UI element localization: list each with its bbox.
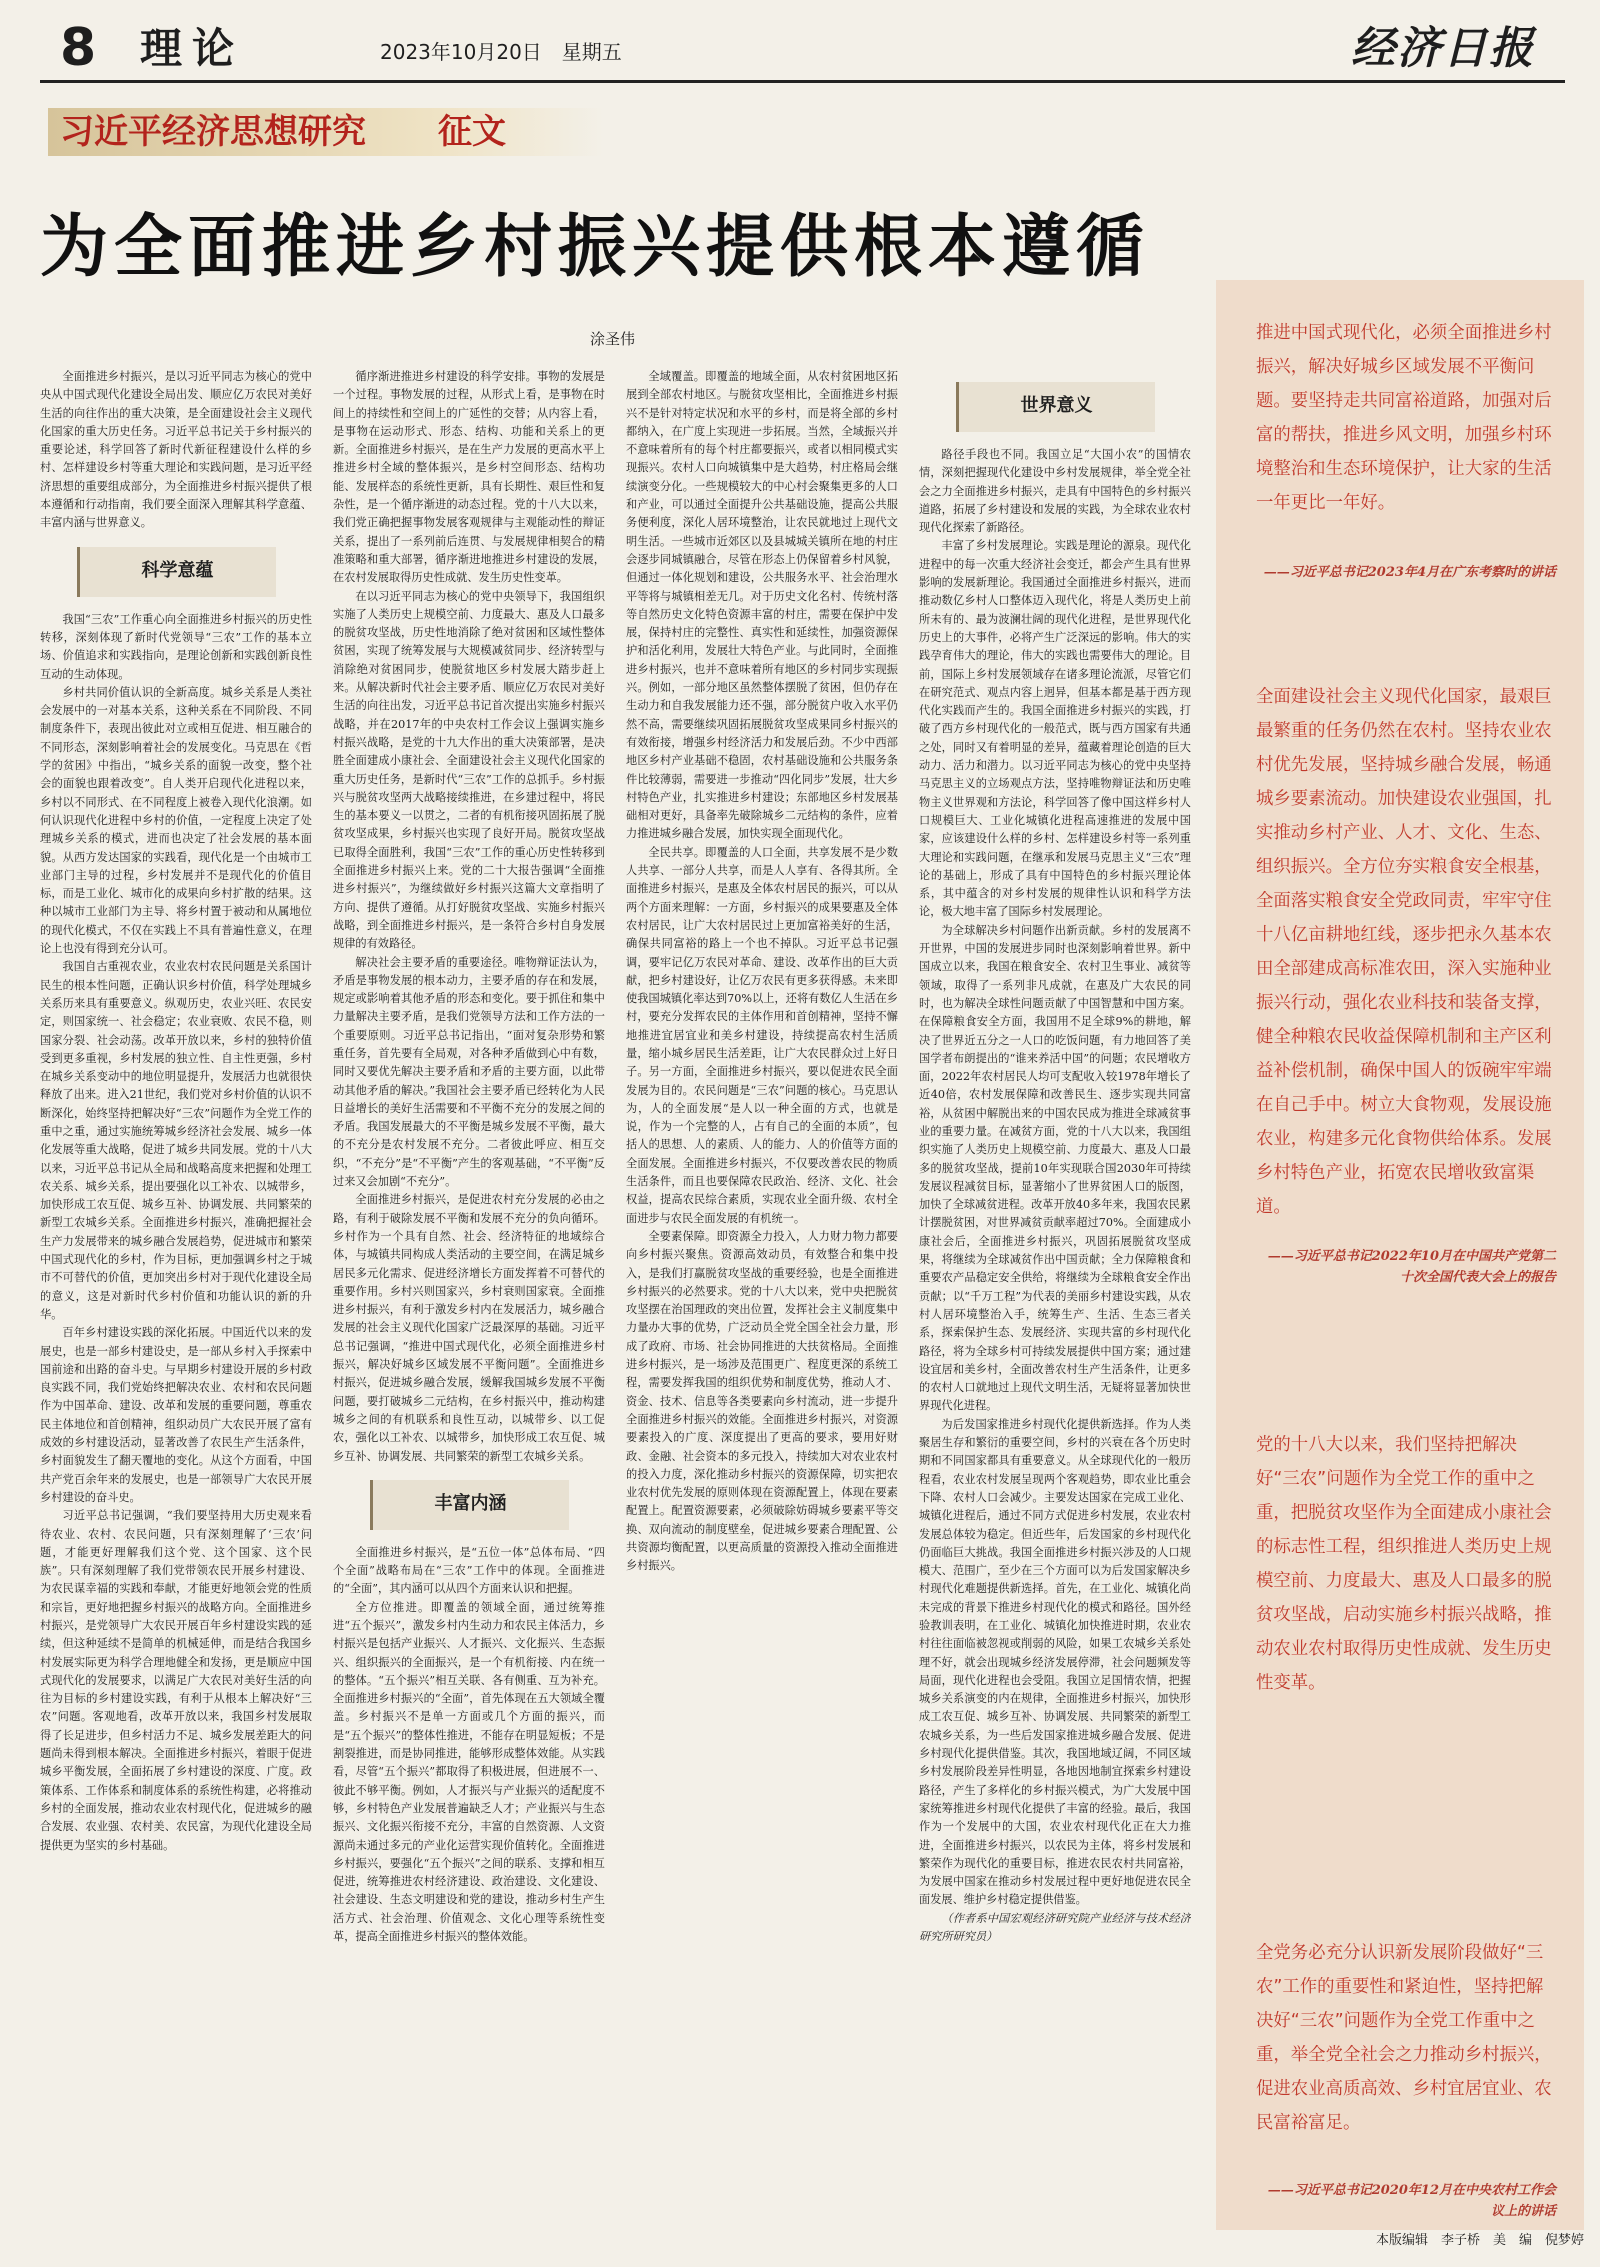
sidebar-quote-2: 全面建设社会主义现代化国家，最艰巨最繁重的任务仍然在农村。坚持农业农村优先发展，坚持城乡融合发展，畅通城乡要素流动。加快建设农业强国，扎实推动乡村产业、人才、文化、生态、组织振兴。全方位夯实粮食安全根基，全面落实粮食安全党政同责，牢牢守住十八亿亩耕地红线，逐步把永久基本农田全部建成高标准农田，深入实施种业振兴行动，强化农业科技和装备支撑，健全种粮农民收益保障机制和主产区利益补偿机制，确保中国人的饭碗牢牢端在自己手中。树立大食物观，发展设施农业，构建多元化食物供给体系。发展乡村特色产业，拓宽农民增收致富渠道。	[1256, 687, 1552, 1217]
sidebar-quote-1: 推进中国式现代化，必须全面推进乡村振兴，解决好城乡区域发展不平衡问题。要坚持走共同富裕道路，加强对后富的帮扶，推进乡风文明，加强乡村环境整治和生态环境保护，让大家的生活一年更比一年好。	[1256, 323, 1552, 513]
article-paragraph: 解决社会主要矛盾的重要途径。唯物辩证法认为，矛盾是事物发展的根本动力，主要矛盾的存在和发展，规定或影响着其他矛盾的形态和变化。要于抓住和集中力量解决主要矛盾，是我们党领导方法和工作方法的一个重要原则。习近平总书记指出，“面对复杂形势和繁重任务，首先要有全局观，对各种矛盾做到心中有数，同时又要优先解决主要矛盾和矛盾的主要方面，以此带动其他矛盾的解决。”我国社会主要矛盾已经转化为人民日益增长的美好生活需要和不平衡不充分的发展之间的矛盾。我国发展最大的不平衡是城乡发展不平衡，最大的不充分是农村发展不充分。二者彼此呼应、相互交织，“不充分”是“不平衡”产生的客观基础，“不平衡”反过来又会加剧“不充分”。	[333, 955, 605, 1189]
sidebar-quote-4-source: ——习近平总书记2020年12月在中央农村工作会议上的讲话	[1267, 2183, 1556, 2219]
article-paragraph: 全面推进乡村振兴，是以习近平同志为核心的党中央从中国式现代化建设全局出发、顺应亿万农民对美好生活的向往作出的重大决策，是全面建设社会主义现代化国家的重大历史任务。习近平总书记关于乡村振兴的重要论述，科学回答了新时代新征程建设什么样的乡村、怎样建设乡村等重大理论和实践问题，是习近平经济思想的重要组成部分，为全面推进乡村振兴提供了根本遵循和行动指南，我们要全面深入理解其科学意蕴、丰富内涵与世界意义。	[40, 370, 312, 530]
article-paragraph: 我国“三农”工作重心向全面推进乡村振兴的历史性转移，深刻体现了新时代党领导“三农”工作的基本立场、价值追求和实践指向，是理论创新和实践创新良性互动的生动体现。	[40, 612, 312, 681]
article-paragraph: 为全球解决乡村问题作出新贡献。乡村的发展离不开世界，中国的发展进步同时也深刻影响着世界。新中国成立以来，我国在粮食安全、农村卫生事业、减贫等领域，取得了一系列非凡成就，在惠及广大农民的同时，也为解决全球性问题贡献了中国智慧和中国方案。在保障粮食安全方面，我国用不足全球9%的耕地，解决了世界近五分之一人口的吃饭问题，有力地回答了美国学者布朗提出的“谁来养活中国”的问题；农民增收方面，2022年农村居民人均可支配收入较1978年增长了近40倍，农村发展保障和改善民生、逐步实现共同富裕，从贫困中解脱出来的中国农民成为推进全球减贫事业的重要力量。在减贫方面，党的十八大以来，我国组织实施了人类历史上规模空前、力度最大、惠及人口最多的脱贫攻坚战，提前10年实现联合国2030年可持续发展议程减贫目标，显著缩小了世界贫困人口的版图，加快了全球减贫进程。改革开放40多年来，我国农民累计摆脱贫困，对世界减贫贡献率超过70%。全面建成小康社会后，全面推进乡村振兴，巩固拓展脱贫攻坚成果，将继续为全球减贫作出中国贡献；全力保障粮食和重要农产品稳定安全供给，将继续为全球粮食安全作出贡献；以“千万工程”为代表的美丽乡村建设实践，从农村人居环境整治入手，统筹生产、生活、生态三者关系，探索保护生态、发展经济、实现共富的乡村现代化路径，将为全球乡村可持续发展提供中国方案；通过建设宜居和美乡村，全面改善农村生产生活条件，让更多的农村人口就地过上现代文明生活，无疑将显著加快世界现代化进程。	[919, 923, 1191, 1413]
sidebar-quote-1-source: ——习近平总书记2023年4月在广东考察时的讲话	[1263, 565, 1556, 580]
article-paragraph: 路径手段也不同。我国立足“大国小农”的国情农情，深刻把握现代化建设中乡村发展规律，举全党全社会之力全面推进乡村振兴，走具有中国特色的乡村振兴道路，拓展了乡村建设和发展的实践，为全球农业农村现代化探索了新路径。	[919, 448, 1191, 535]
author-note: （作者系中国宏观经济研究院产业经济与技术经济研究所研究员）	[919, 1911, 1191, 1944]
quote-sidebar	[1216, 280, 1584, 2230]
article-paragraph: 百年乡村建设实践的深化拓展。中国近代以来的发展史，也是一部乡村建设史，是一部从乡村入手探索中国前途和出路的奋斗史。与早期乡村建设开展的乡村政良实践不同，我们党始终把解决农业、农村和农民问题作为中国革命、建设、改革和发展的重要问题，尊重农民主体地位和首创精神，组织动员广大农民开展了富有成效的乡村建设活动，显著改善了农民生产生活条件，乡村面貌发生了翻天覆地的变化。从这个方面看，中国共产党百余年来的发展史，也是一部领导广大农民开展乡村建设的奋斗史。	[40, 1326, 312, 1504]
editors-credit: 本版编辑 李子桥 美 编 倪梦婷	[1375, 2233, 1584, 2248]
article-paragraph: 全面推进乡村振兴，是“五位一体”总体布局、“四个全面”战略布局在“三农”工作中的体现。全面推进的“全面”，其内涵可以从四个方面来认识和把握。	[333, 1545, 605, 1596]
headline: 为全面推进乡村振兴提供根本遵循	[40, 208, 1151, 287]
article-paragraph: 全域覆盖。即覆盖的地域全面，从农村贫困地区拓展到全部农村地区。与脱贫攻坚相比，全面推进乡村振兴不是针对特定状况和水平的乡村，而是将全部的乡村都纳入，在广度上实现进一步拓展。当然，全域振兴并不意味着所有的每个村庄都要振兴，或者以相同模式实现振兴。农村人口向城镇集中是大趋势，村庄格局会继续演变分化。一些规模较大的中心村会聚集更多的人口和产业，可以通过全面提升公共基础设施，提高公共服务便利度，深化人居环境整治，让农民就地过上现代文明生活。一些城市近郊区以及县城城关镇所在地的村庄会逐步同城镇融合，尽管在形态上仍保留着乡村风貌，但通过一体化规划和建设，公共服务水平、社会治理水平等将与城镇相差无几。对于历史文化名村、传统村落等自然历史文化特色资源丰富的村庄，需要在保护中发展，保持村庄的完整性、真实性和延续性，加强资源保护和活化利用，发展壮大特色产业。与此同时，全面推进乡村振兴，也并不意味着所有地区的乡村同步实现振兴。例如，一部分地区虽然整体摆脱了贫困，但仍存在生动力和自我发展能力还不强，部分脱贫户收入水平仍然不高，需要继续巩固拓展脱贫攻坚成果同乡村振兴的有效衔接，增强乡村经济活力和发展后劲。不少中西部地区乡村产业基础不稳固，农村基础设施和公共服务条件比较薄弱，需要进一步推动“四化同步”发展，壮大乡村特色产业，扎实推进乡村建设；东部地区乡村发展基础相对更好，具备率先破除城乡二元结构的条件，应着力推进城乡融合发展，加快实现全面现代化。	[626, 370, 898, 841]
section-name: 理论	[140, 24, 245, 73]
article-paragraph: 丰富了乡村发展理论。实践是理论的源泉。现代化进程中的每一次重大经济社会变迁，都会产生具有世界影响的发展新理论。我国通过全面推进乡村振兴，进而推动数亿乡村人口整体迈入现代化，将是人类历史上前所未有的、最为波澜壮阔的现代化进程，是世界现代化历史上的大事件，必将产生广泛深远的影响。伟大的实践孕育伟大的理论，伟大的实践也需要伟大的理论。目前，国际上乡村发展领域存在诸多理论流派，尽管它们在研究范式、观点内容上迥异，但基本都是基于西方现代化实践而产生的。我国全面推进乡村振兴的实践，打破了西方乡村现代化的一般范式，既与西方国家有共通之处，同时又有着明显的差异，蕴藏着理论创造的巨大动力、活力和潜力。以习近平同志为核心的党中央坚持马克思主义的立场观点方法，坚持唯物辩证法和历史唯物主义世界观和方法论，科学回答了像中国这样乡村人口规模巨大、工业化城镇化进程高速推进的发展中国家，应该建设什么样的乡村、怎样建设乡村等一系列重大理论和实践问题，在继承和发展马克思主义“三农”理论的基础上，形成了具有中国特色的乡村振兴理论体系，其中蕴含的对乡村发展的规律性认识和科学方法论，极大地丰富了国际乡村发展理论。	[919, 539, 1191, 919]
page-number: 8	[60, 18, 97, 78]
body-column-3	[626, 368, 898, 2244]
column-tag-prefix: 习近平经济思想研究	[60, 112, 366, 152]
section-heading-science	[77, 547, 276, 597]
section-heading-label: 世界意义	[1020, 395, 1093, 416]
article-paragraph: 为后发国家推进乡村现代化提供新选择。作为人类聚居生存和繁衍的重要空间，乡村的兴衰在各个历史时期和不同国家都具有重要意义。从全球现代化的一般历程看，农业农村发展呈现两个客观趋势，即农业比重会下降、农村人口会减少。主要发达国家在完成工业化、城镇化进程后，通过不同方式促进乡村发展，农业农村发展总体较为稳定。但近些年，后发国家的乡村现代化仍面临巨大挑战。我国全面推进乡村振兴涉及的人口规模大、范围广，至少在三个方面可以为后发国家解决乡村现代化难题提供新选择。首先，在工业化、城镇化尚未完成的背景下推进乡村现代化的模式和路径。国外经验教训表明，在工业化、城镇化加快推进时期，农业农村往往面临被忽视或削弱的风险，如果工农城乡关系处理不好，就会出现城乡经济发展停滞，社会问题频发等局面，现代化进程也会受阻。我国立足国情农情，把握城乡关系演变的内在规律，全面推进乡村振兴，加快形成工农互促、城乡互补、协调发展、共同繁荣的新型工农城乡关系，为一些后发国家推进城乡融合发展、促进乡村现代化提供借鉴。其次，我国地域辽阔，不同区域乡村发展阶段差异性明显，各地因地制宜探索乡村建设路径，产生了多样化的乡村振兴模式，为广大发展中国家统筹推进乡村现代化提供了丰富的经验。最后，我国作为一个发展中的大国，农业农村现代化正在大力推进，全面推进乡村振兴，以农民为主体，将乡村发展和繁荣作为现代化的重要目标，推进农民农村共同富裕，为发展中国家在推动乡村发展过程中更好地促进农民全面发展、维护乡村稳定提供借鉴。	[919, 1417, 1191, 1907]
article-paragraph: 在以习近平同志为核心的党中央领导下，我国组织实施了人类历史上规模空前、力度最大、惠及人口最多的脱贫攻坚战，历史性地消除了绝对贫困和区域性整体贫困，实现了统筹发展与大规模减贫同步、经济转型与消除绝对贫困同步，使脱贫地区乡村发展大踏步赶上来。从解决新时代社会主要矛盾、顺应亿万农民对美好生活的向往出发，习近平总书记首次提出实施乡村振兴战略，并在2017年的中央农村工作会议上强调实施乡村振兴战略，是党的十九大作出的重大决策部署，是决胜全面建成小康社会、全面建设社会主义现代化国家的重大历史任务，是新时代“三农”工作的总抓手。乡村振兴与脱贫攻坚两大战略接续推进，在乡建过程中，将民生的基本要义一以贯之，二者的有机衔接巩固拓展了脱贫攻坚成果，乡村振兴也实现了良好开局。脱贫攻坚战已取得全面胜利，我国“三农”工作的重心历史性转移到全面推进乡村振兴上来。党的二十大报告强调“全面推进乡村振兴”，为继续做好乡村振兴这篇大文章指明了方向、提供了遵循。从打好脱贫攻坚战、实施乡村振兴战略，到全面推进乡村振兴，是一条符合乡村自身发展规律的有效路径。	[333, 589, 605, 951]
section-heading-label: 科学意蕴	[141, 559, 214, 581]
body-column-1	[40, 368, 312, 2244]
article-paragraph: 乡村共同价值认识的全新高度。城乡关系是人类社会发展中的一对基本关系，这种关系在不同阶段、不同制度条件下，表现出彼此对立或相互促进、相互融合的不同形态，深刻影响着社会的发展变化。马克思在《哲学的贫困》中指出，“城乡关系的面貌一改变，整个社会的面貌也跟着改变”。自人类开启现代化进程以来，乡村以不同形式、在不同程度上被卷入现代化浪潮。如何认识现代化进程中乡村的价值，一定程度上决定了处理城乡关系的模式，进而也决定了社会发展的基本面貌。从西方发达国家的实践看，现代化是一个由城市工业部门主导的过程，乡村发展并不是现代化的价值目标，而是工业化、城市化的成果向乡村扩散的结果。这种以城市工业部门为主导、将乡村置于被动和从属地位的现代化模式，不仅在实践上不具有普遍性意义，在理论上也没有得到充分认可。	[40, 685, 312, 956]
body-column-4	[919, 368, 1191, 2244]
sidebar-quote-3: 党的十八大以来，我们坚持把解决好“三农”问题作为全党工作的重中之重，把脱贫攻坚作为全面建成小康社会的标志性工程，组织推进人类历史上规模空前、力度最大、惠及人口最多的脱贫攻坚战，启动实施乡村振兴战略，推动农业农村取得历史性成就、发生历史性变革。	[1256, 1435, 1552, 1693]
column-tag-suffix: 征文	[438, 112, 506, 152]
article-paragraph: 我国自古重视农业，农业农村农民问题是关系国计民生的根本性问题，正确认识乡村价值，科学处理城乡关系历来具有重要意义。纵观历史，农业兴旺、农民安定，则国家统一、社会稳定；农业衰败、农民不稳，则国家分裂、社会动荡。改革开放以来，乡村的独特价值受到更多重视，乡村发展的独立性、自主性更强，乡村在城乡关系变动中的地位明显提升，发展活力也就很快释放了出来。进入21世纪，我们党对乡村价值的认识不断深化，始终坚持把解决好“三农”问题作为全党工作的重中之重，通过实施统筹城乡经济社会发展、城乡一体化发展等重大战略，促进了城乡共同发展。党的十八大以来，习近平总书记从全局和战略高度来把握和处理工农关系、城乡关系，提出要强化以工补农、以城带乡，加快形成工农互促、城乡互补、协调发展、共同繁荣的新型工农城乡关系。全面推进乡村振兴，准确把握社会生产力发展带来的城乡融合发展趋势，促进城市和繁荣中国式现代化的乡村，作为目标，更加强调乡村之于城市不可替代的价值，更加突出乡村对于现代化建设全局的意义，这是对新时代乡村价值和功能认识的新的升华。	[40, 960, 312, 1321]
sidebar-quote-2-source: ——习近平总书记2022年10月在中国共产党第二十次全国代表大会上的报告	[1267, 1249, 1556, 1285]
section-heading-rich	[370, 1480, 569, 1530]
article-paragraph: 全面推进乡村振兴，是促进农村充分发展的必由之路，有利于破除发展不平衡和发展不充分的负向循环。乡村作为一个具有自然、社会、经济特征的地域综合体，与城镇共同构成人类活动的主要空间，在满足城乡居民多元化需求、促进经济增长方面发挥着不可替代的重要作用。乡村兴则国家兴，乡村衰则国家衰。全面推进乡村振兴，有利于激发乡村内在发展活力，城乡融合发展的社会主义现代化国家广泛最深厚的基础。习近平总书记强调，“推进中国式现代化，必须全面推进乡村振兴，解决好城乡区域发展不平衡问题”。全面推进乡村振兴，促进城乡融合发展，缓解我国城乡发展不平衡问题，要打破城乡二元结构，在乡村振兴中，推动构建城乡之间的有机联系和良性互动，以城带乡、以工促农，强化以工补农、以城带乡，加快形成工农互促、城乡互补、协调发展、共同繁荣的新型工农城乡关系。	[333, 1193, 605, 1463]
article-paragraph: 习近平总书记强调，“我们要坚持用大历史观来看待农业、农村、农民问题，只有深刻理解了‘三农’问题，才能更好理解我们这个党、这个国家、这个民族”。只有深刻理解了我们党带领农民开展乡村建设、为农民谋幸福的实践和奉献，才能更好地领会党的性质和宗旨，更好地把握乡村振兴的战略方向。全面推进乡村振兴，是党领导广大农民开展百年乡村建设实践的延续，但这种延续不是简单的机械延伸，而是结合我国乡村发展实际更为科学合理地健全和发扬，更是顺应中国式现代化的发展要求，以满足广大农民对美好生活的向往为目标的乡村建设实践，有利于从根本上解决好“三农”问题。客观地看，改革开放以来，我国乡村发展取得了长足进步，但乡村活力不足、城乡发展差距大的问题尚未得到根本解决。全面推进乡村振兴，着眼于促进城乡平衡发展，全面拓展了乡村建设的深度、广度。政策体系、工作体系和制度体系的系统性构建，必将推动乡村的全面发展，推动农业农村现代化，促进城乡的融合发展、农业强、农村美、农民富，为现代化建设全局提供更为坚实的乡村基础。	[40, 1509, 312, 1852]
article-paragraph: 循序渐进推进乡村建设的科学安排。事物的发展是一个过程。事物发展的过程，从形式上看，是事物在时间上的持续性和空间上的广延性的交替；从内容上看，是事物在运动形式、形态、结构、功能和关系上的更新。全面推进乡村振兴，是在生产力发展的更高水平上推进乡村全域的整体振兴，是乡村空间形态、结构功能、发展样态的系统性更新，具有长期性、艰巨性和复杂性，是一个循序渐进的动态过程。党的十八大以来，我们党正确把握事物发展客观规律与主观能动性的辩证关系，提出了一系列前后连贯、与发展规律相契合的精准策略和重大部署，循序渐进地推进乡村建设的发展，在农村发展取得历史性成就、发生历史性变革。	[333, 370, 605, 585]
sidebar-quote-4: 全党务必充分认识新发展阶段做好“三农”工作的重要性和紧迫性，坚持把解决好“三农”问题作为全党工作重中之重，举全党全社会之力推动乡村振兴，促进农业高质高效、乡村宜居宜业、农民富裕富足。	[1256, 1943, 1552, 2133]
body-column-2	[333, 368, 605, 2244]
masthead	[40, 18, 1565, 83]
issue-date: 2023年10月20日 星期五	[380, 40, 622, 64]
newspaper-logo: 经济日报	[1351, 23, 1535, 74]
article-paragraph: 全民共享。即覆盖的人口全面，共享发展不是少数人共享、一部分人共享，而是人人享有、各得其所。全面推进乡村振兴，是惠及全体农村居民的振兴，可以从两个方面来理解：一方面，乡村振兴的成果要惠及全体农村居民，让广大农村居民过上更加富裕美好的生活，确保共同富裕的路上一个也不掉队。习近平总书记强调，要牢记亿万农民对革命、建设、改革作出的巨大贡献，把乡村建设好，让亿万农民有更多获得感。未来即使我国城镇化率达到70%以上，还将有数亿人生活在乡村，要充分发挥农民的主体作用和首创精神，坚持不懈地推进宜居宜业和美乡村建设，持续提高农村生活质量，缩小城乡居民生活差距，让广大农民群众过上好日子。另一方面，全面推进乡村振兴，要以促进农民全面发展为目的。农民问题是“三农”问题的核心。马克思认为，人的全面发展“是人以一种全面的方式，也就是说，作为一个完整的人，占有自己的全面的本质”，包括人的思想、人的素质、人的能力、人的价值等方面的全面发展。全面推进乡村振兴，不仅要改善农民的物质生活条件，而且也要保障农民政治、经济、文化、社会权益，提高农民综合素质，实现农业全面升级、农村全面进步与农民全面发展的有机统一。	[626, 845, 898, 1225]
column-tag	[48, 108, 604, 156]
section-heading-label: 丰富内涵	[434, 1492, 507, 1514]
byline: 涂圣伟	[590, 330, 636, 348]
section-heading-world	[956, 382, 1155, 432]
article-paragraph: 全要素保障。即资源全力投入，人力财力物力都要向乡村振兴聚焦。资源高效动员，有效整合和集中投入，是我们打赢脱贫攻坚战的重要经验，也是全面推进乡村振兴的必然要求。党的十八大以来，党中央把脱贫攻坚摆在治国理政的突出位置，发挥社会主义制度集中力量办大事的优势，广泛动员全党全国全社会力量，形成了政府、市场、社会协同推进的大扶贫格局。全面推进乡村振兴，是一场涉及范围更广、程度更深的系统工程，需要发挥我国的组织优势和制度优势，推动人才、资金、技术、信息等各类要素向乡村流动，进一步提升全面推进乡村振兴的效能。全面推进乡村振兴，对资源要素投入的广度、深度提出了更高的要求，要用好财政、金融、社会资本的多元投入，持续加大对农业农村的投入力度，深化推动乡村振兴的资源保障，切实把农业农村优先发展的原则体现在资源配置上，体现在要素配置上。配置资源要素，必须破除妨碍城乡要素平等交换、双向流动的制度壁垒，促进城乡要素合理配置、公共资源均衡配置，以更高质量的资源投入推动全面推进乡村振兴。	[626, 1229, 898, 1573]
article-paragraph: 全方位推进。即覆盖的领域全面，通过统筹推进“五个振兴”，激发乡村内生动力和农民主体活力，乡村振兴是包括产业振兴、人才振兴、文化振兴、生态振兴、组织振兴的全面振兴，是一个有机衔接、内在统一的整体。“五个振兴”相互关联、各有侧重、互为补充。全面推进乡村振兴的“全面”，首先体现在五大领域全覆盖。乡村振兴不是单一方面或几个方面的振兴，而是“五个振兴”的整体性推进，不能存在明显短板；不是割裂推进，而是协同推进，能够形成整体效能。从实践看，尽管“五个振兴”都取得了积极进展，但进展不一、彼此不够平衡。例如，人才振兴与产业振兴的适配度不够，乡村特色产业发展普遍缺乏人才；产业振兴与生态振兴、文化振兴衔接不充分，丰富的自然资源、人文资源尚未通过多元的产业化运营实现价值转化。全面推进乡村振兴，要强化“五个振兴”之间的联系、支撑和相互促进，统筹推进农村经济建设、政治建设、文化建设、社会建设、生态文明建设和党的建设，推动乡村生产生活方式、社会治理、价值观念、文化心理等系统性变革，提高全面推进乡村振兴的整体效能。	[333, 1600, 605, 1944]
